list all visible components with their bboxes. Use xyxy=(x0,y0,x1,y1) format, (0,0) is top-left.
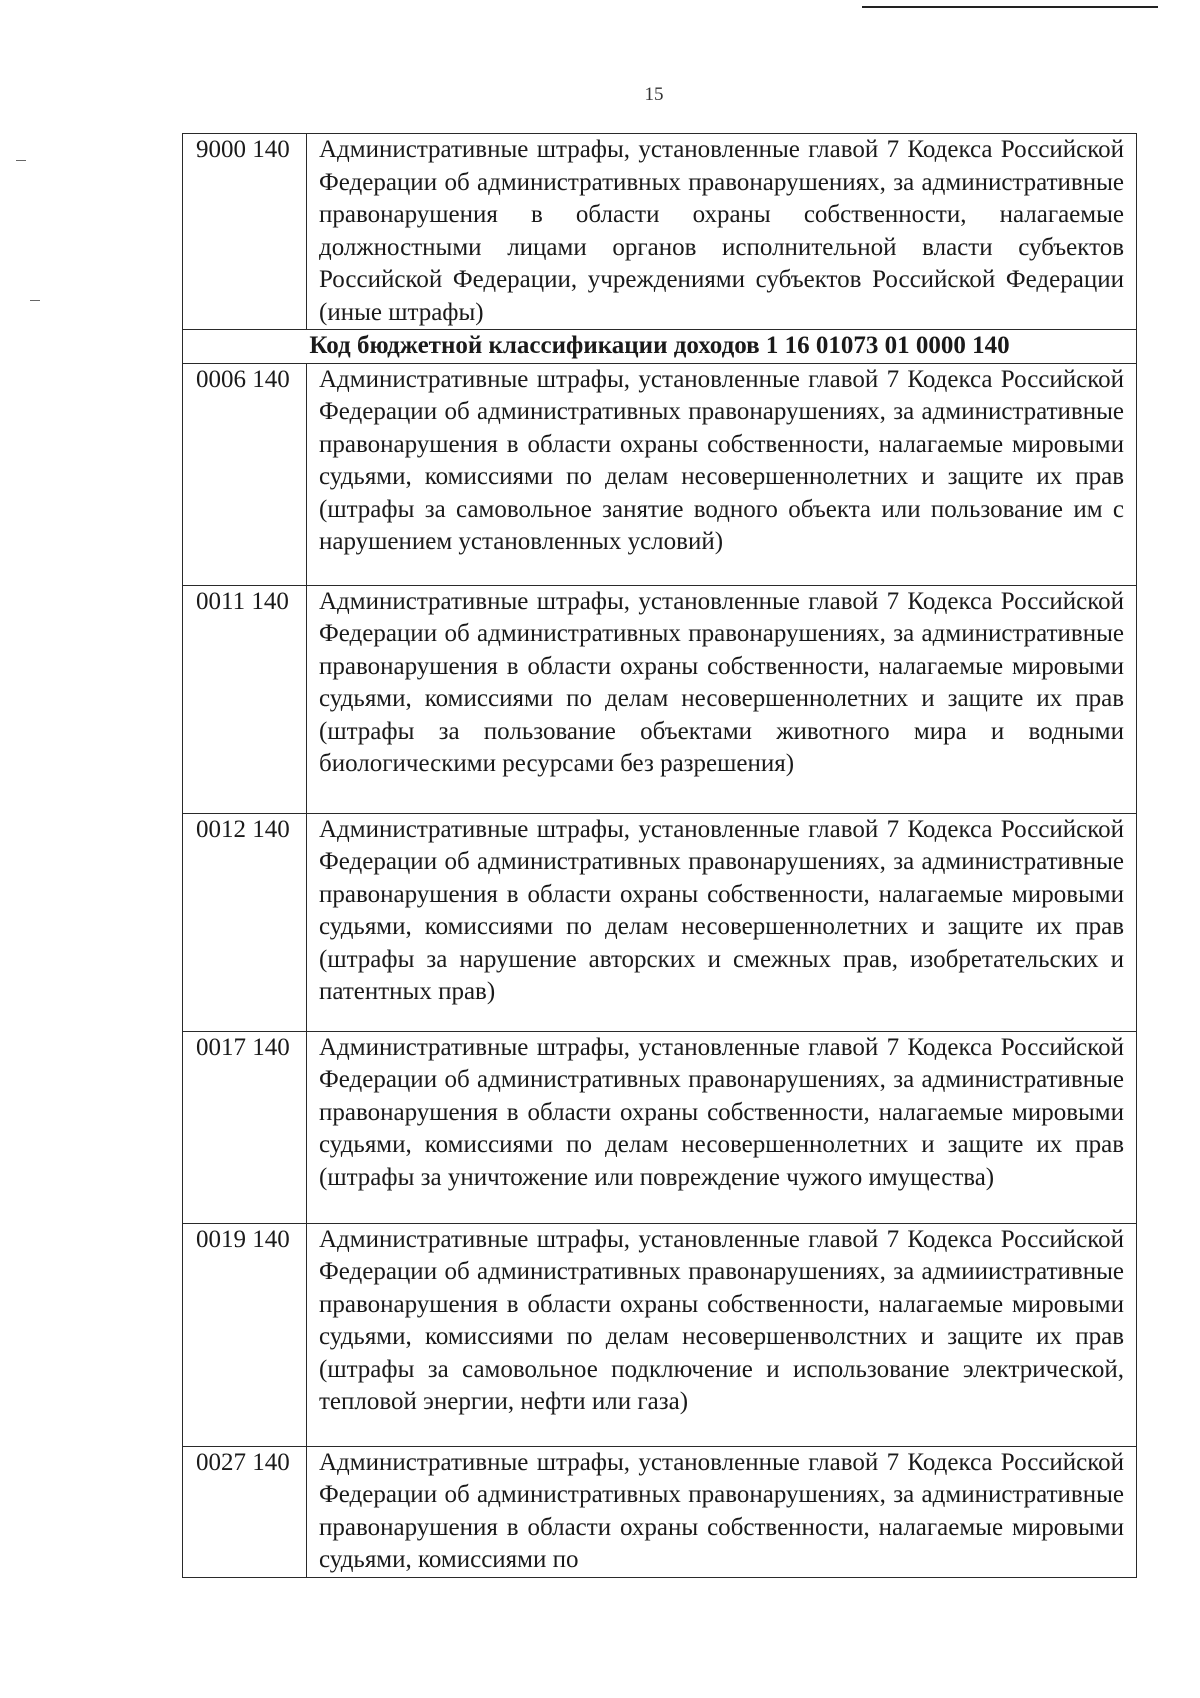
table-row xyxy=(183,1223,1137,1446)
budget-classification-table xyxy=(182,133,1137,1578)
description-cell: Административные штрафы, установленные главой 7 Кодекса Российской Федерации об административных правонарушениях, за административные правонарушения в области охраны собственности, налагаемые мировыми судьями, комиссиями по делам несовершеннолетних и защите их прав (штрафы за самовольное занятие водного объекта или пользование им с нарушением установленных условий) xyxy=(307,363,1137,585)
code-cell: 0011 140 xyxy=(183,585,307,813)
description-cell: Административные штрафы, установленные главой 7 Кодекса Российской Федерации об административных правонарушениях, за административные правонарушения в области охраны собственности, налагаемые мировыми судьями, комиссиями по делам несовершеннолетних и защите их прав (штрафы за нарушение авторских и смежных прав, изобретательских и патентных прав) xyxy=(307,813,1137,1031)
table-row xyxy=(183,363,1137,585)
table-row xyxy=(183,1446,1137,1577)
code-cell: 0006 140 xyxy=(183,363,307,585)
description-cell: Административные штрафы, установленные главой 7 Кодекса Российской Федерации об административных правонарушениях, за административные правонарушения в области охраны собственности, налагаемые мировыми судьями, комиссиями по xyxy=(307,1446,1137,1577)
description-cell: Административные штрафы, установленные главой 7 Кодекса Российской Федерации об административных правонарушениях, за административные правонарушения в области охраны собственности, налагаемые мировыми судьями, комиссиями по делам несовершеннолетних и защите их прав (штрафы за уничтожение или повреждение чужого имущества) xyxy=(307,1031,1137,1223)
code-cell: 0017 140 xyxy=(183,1031,307,1223)
page-number: 15 xyxy=(644,84,664,105)
code-cell: 0012 140 xyxy=(183,813,307,1031)
table-row xyxy=(183,813,1137,1031)
scan-margin-mark xyxy=(30,300,40,301)
code-cell: 9000 140 xyxy=(183,134,307,330)
scan-top-rule xyxy=(862,6,1158,8)
scan-margin-mark xyxy=(16,160,26,161)
description-cell: Административные штрафы, установленные главой 7 Кодекса Российской Федерации об административных правонарушениях, за административные правонарушения в области охраны собственности, налагаемые мировыми судьями, комиссиями по делам несовершеннолетних и защите их прав (штрафы за пользование объектами животного мира и водными биологическими ресурсами без разрешения) xyxy=(307,585,1137,813)
section-header: Код бюджетной классификации доходов 1 16 01073 01 0000 140 xyxy=(183,330,1137,364)
table-row xyxy=(183,1031,1137,1223)
table-row xyxy=(183,585,1137,813)
section-header-row xyxy=(183,330,1137,364)
description-cell: Административные штрафы, установленные главой 7 Кодекса Российской Федерации об административных правонарушениях, за административные правонарушения в области охраны собственности, налагаемые должностными лицами органов исполнительной власти субъектов Российской Федерации, учреждениями субъектов Российской Федерации (иные штрафы) xyxy=(307,134,1137,330)
description-cell: Административные штрафы, установленные главой 7 Кодекса Российской Федерации об административных правонарушениях, за адмииистративные правонарушения в области охраны собственности, налагаемые мировыми судьями, комиссиями по делам несовершенволстних и защите их прав (штрафы за самовольное подключение и использование электрической, тепловой энергии, нефти или газа) xyxy=(307,1223,1137,1446)
code-cell: 0019 140 xyxy=(183,1223,307,1446)
table-row xyxy=(183,134,1137,330)
code-cell: 0027 140 xyxy=(183,1446,307,1577)
